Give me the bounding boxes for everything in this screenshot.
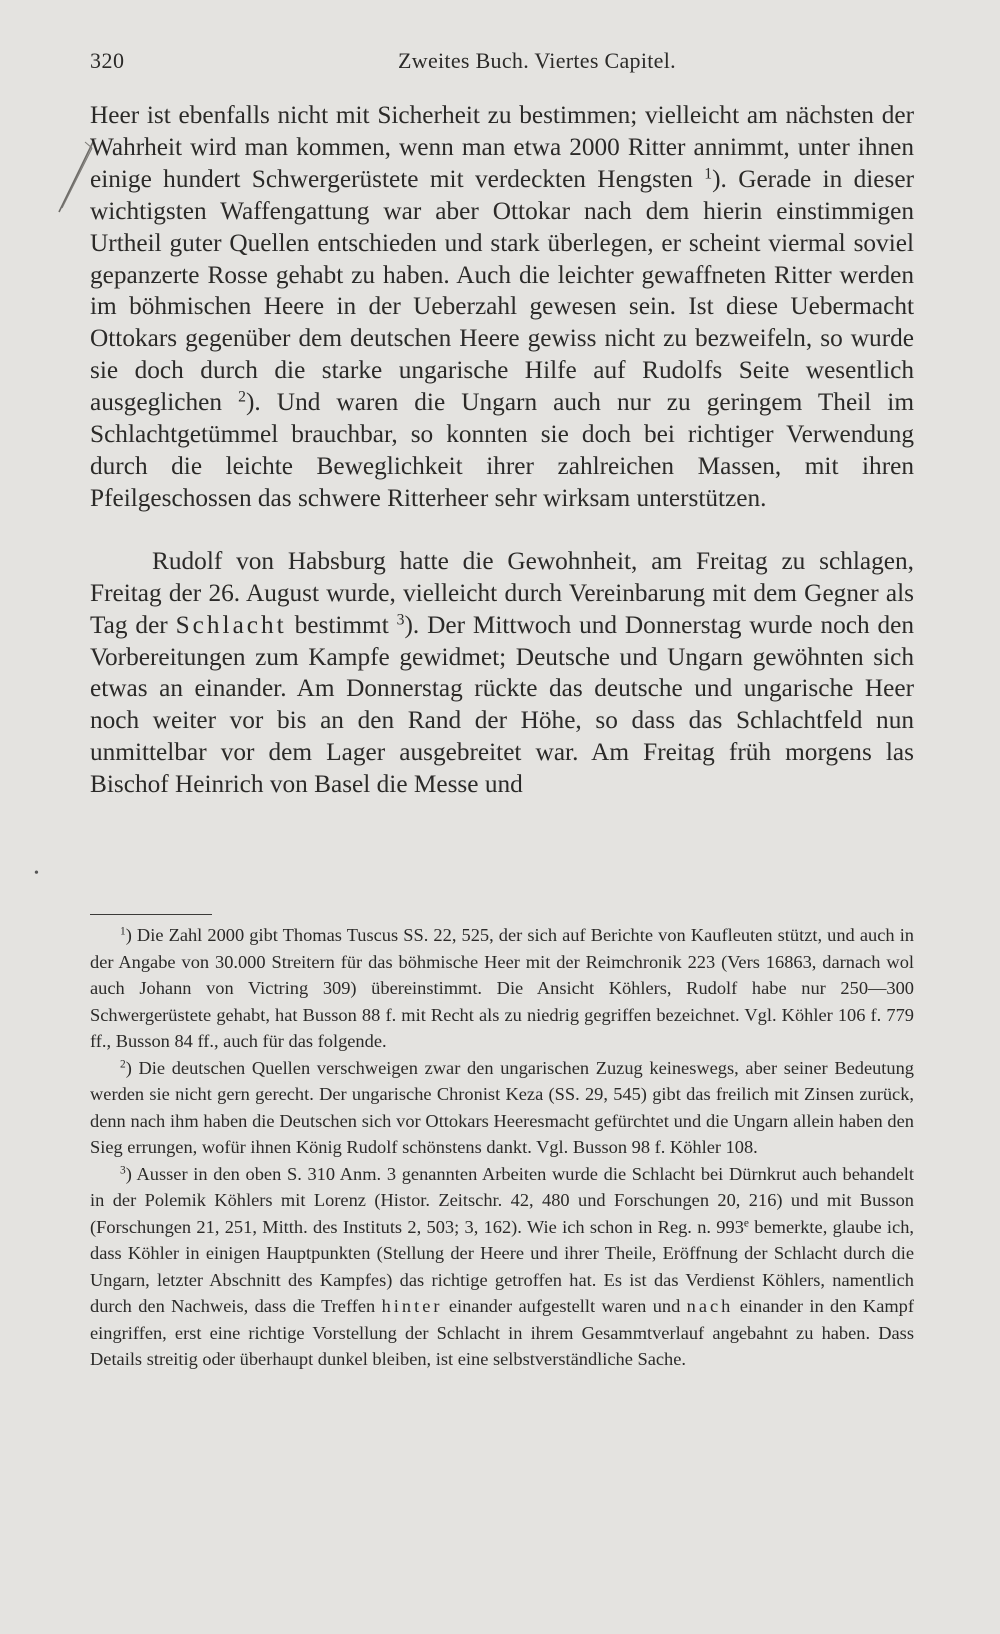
spaced-word-nach: nach — [686, 1296, 734, 1316]
footnote-ref-2: 2 — [238, 388, 246, 406]
paragraph-2 — [90, 546, 914, 801]
footnote-1-mark: 1 — [120, 925, 126, 938]
footnote-divider — [90, 914, 212, 915]
page-header — [90, 48, 914, 84]
spaced-word-hinter: hinter — [381, 1296, 443, 1316]
footnote-3-part-2: bemerkte, glaube ich, dass Köhler in einigen Hauptpunkten (Stellung der Heere und ihrer Theile, Eröffnung der Schlacht durch die Ungarn, letzter Abschnitt des Kampfes) das richtige getroffen hat. Es ist das Verdienst Köhlers, namentlich durch den Nachweis, dass die Treffen — [90, 1216, 914, 1316]
margin-dot: • — [34, 866, 39, 881]
spaced-word-schlacht: Schlacht — [175, 610, 287, 639]
paragraph-2-part-3: ). Der Mittwoch und Donnerstag wurde noch den Vorbereitungen zum Kampfe gewidmet; Deutsche und Ungarn gewöhnten sich etwas an einander. Am Donnerstag rückte das deutsche und ungarische Heer noch weiter vor bis an den Rand der Höhe, so dass das Schlachtfeld nun unmittelbar vor dem Lager ausgebreitet war. Am Freitag früh morgens las Bischof Heinrich von Basel die Messe und — [90, 610, 915, 799]
paragraph-1-part-2: ). Gerade in dieser wichtigsten Waffengattung war aber Ottokar nach dem hierin einstimmigen Urtheil guter Quellen entschieden und stark überlegen, er scheint viermal soviel gepanzerte Rosse gehabt zu haben. Auch die leichter gewaffneten Ritter werden im böhmischen Heere in der Ueberzahl gewesen sein. Ist diese Uebermacht Ottokars gegenüber dem deutschen Heere gewiss nicht zu bezweifeln, so wurde sie doch durch die starke ungarische Hilfe auf Rudolfs Seite wesentlich ausgeglichen — [90, 164, 915, 417]
footnote-ref-3: 3 — [396, 610, 405, 628]
footnote-ref-1: 1 — [704, 165, 713, 183]
footnote-3-part-3: einander aufgestellt waren und — [448, 1296, 681, 1316]
main-text — [90, 100, 914, 801]
running-head: Zweites Buch. Viertes Capitel. — [398, 48, 676, 73]
paragraph-1-part-3: ). Und waren die Ungarn auch nur zu geringem Theil im Schlachtgetümmel brauchbar, so konnten sie doch bei richtiger Verwendung durch die leichte Beweglichkeit ihrer zahlreichen Massen, mit ihren Pfeilgeschossen das schwere Ritterheer sehr wirksam unterstützen. — [90, 388, 915, 512]
footnote-3-part-1: ) Ausser in den oben S. 310 Anm. 3 genannten Arbeiten wurde die Schlacht bei Dürnkrut auch behandelt in der Polemik Köhlers mit Lorenz (Histor. Zeitschr. 42, 480 und Forschungen 20, 216) und mit Busson (Forschungen 21, 251, Mitth. des Instituts 2, 503; 3, 162). Wie ich schon in Reg. n. 993 — [90, 1163, 914, 1237]
footnote-3-sup-e: e — [743, 1217, 749, 1230]
footnote-2-mark: 2 — [120, 1058, 126, 1071]
page-number: 320 — [90, 48, 125, 73]
footnote-3 — [90, 1161, 914, 1373]
footnote-1-text: ) Die Zahl 2000 gibt Thomas Tuscus SS. 22, 525, der sich auf Berichte von Kaufleuten stützt, und auch in der Angabe von 30.000 Streitern für das böhmische Heer mit der Reimchronik 223 (Vers 16863, darnach wol auch Johann von Victring 309) übereinstimmt. Die Ansicht Köhlers, Rudolf habe nur 250—300 Schwergerüstete gehabt, hat Busson 88 f. mit Recht als zu niedrig gegriffen bezeichnet. Vgl. Köhler 106 f. 779 ff., Busson 84 ff., auch für das folgende. — [90, 925, 914, 1051]
footnote-1 — [90, 922, 914, 1055]
paragraph-2-part-1: Rudolf von Habsburg hatte die Gewohnheit, am Freitag zu schlagen, Freitag der 26. August wurde, vielleicht durch Vereinbarung mit dem Gegner als Tag der — [90, 546, 914, 639]
paragraph-1-part-1: Heer ist ebenfalls nicht mit Sicherheit zu bestimmen; vielleicht am nächsten der Wahrheit wird man kommen, wenn man etwa 2000 Ritter annimmt, unter ihnen einige hundert Schwergerüstete mit verdeckten Hengsten — [90, 101, 914, 193]
footnote-3-part-4: einander in den Kampf eingriffen, erst eine richtige Vorstellung der Schlacht in ihrem Gesammtverlauf angebahnt zu haben. Dass Details streitig oder überhaupt dunkel bleiben, ist eine selbstverständliche Sache. — [90, 1296, 915, 1369]
paragraph-2-part-2: bestimmt — [294, 610, 389, 639]
footnote-2 — [90, 1055, 914, 1161]
paragraph-1 — [90, 100, 914, 515]
footnote-2-text: ) Die deutschen Quellen verschweigen zwar den ungarischen Zuzug keineswegs, aber seiner Bedeutung werden sie nicht gern gerecht. Der ungarische Chronist Keza (SS. 29, 545) gibt das freilich mit Zinsen zurück, denn nach ihm haben die Deutschen sich vor Ottokars Heeresmacht gefürchtet und die Ungarn allein haben den Sieg errungen, wofür ihnen König Rudolf schönstens dankt. Vgl. Busson 98 f. Köhler 108. — [90, 1057, 914, 1157]
footnote-3-mark: 3 — [120, 1164, 126, 1177]
footnotes — [90, 922, 914, 1373]
